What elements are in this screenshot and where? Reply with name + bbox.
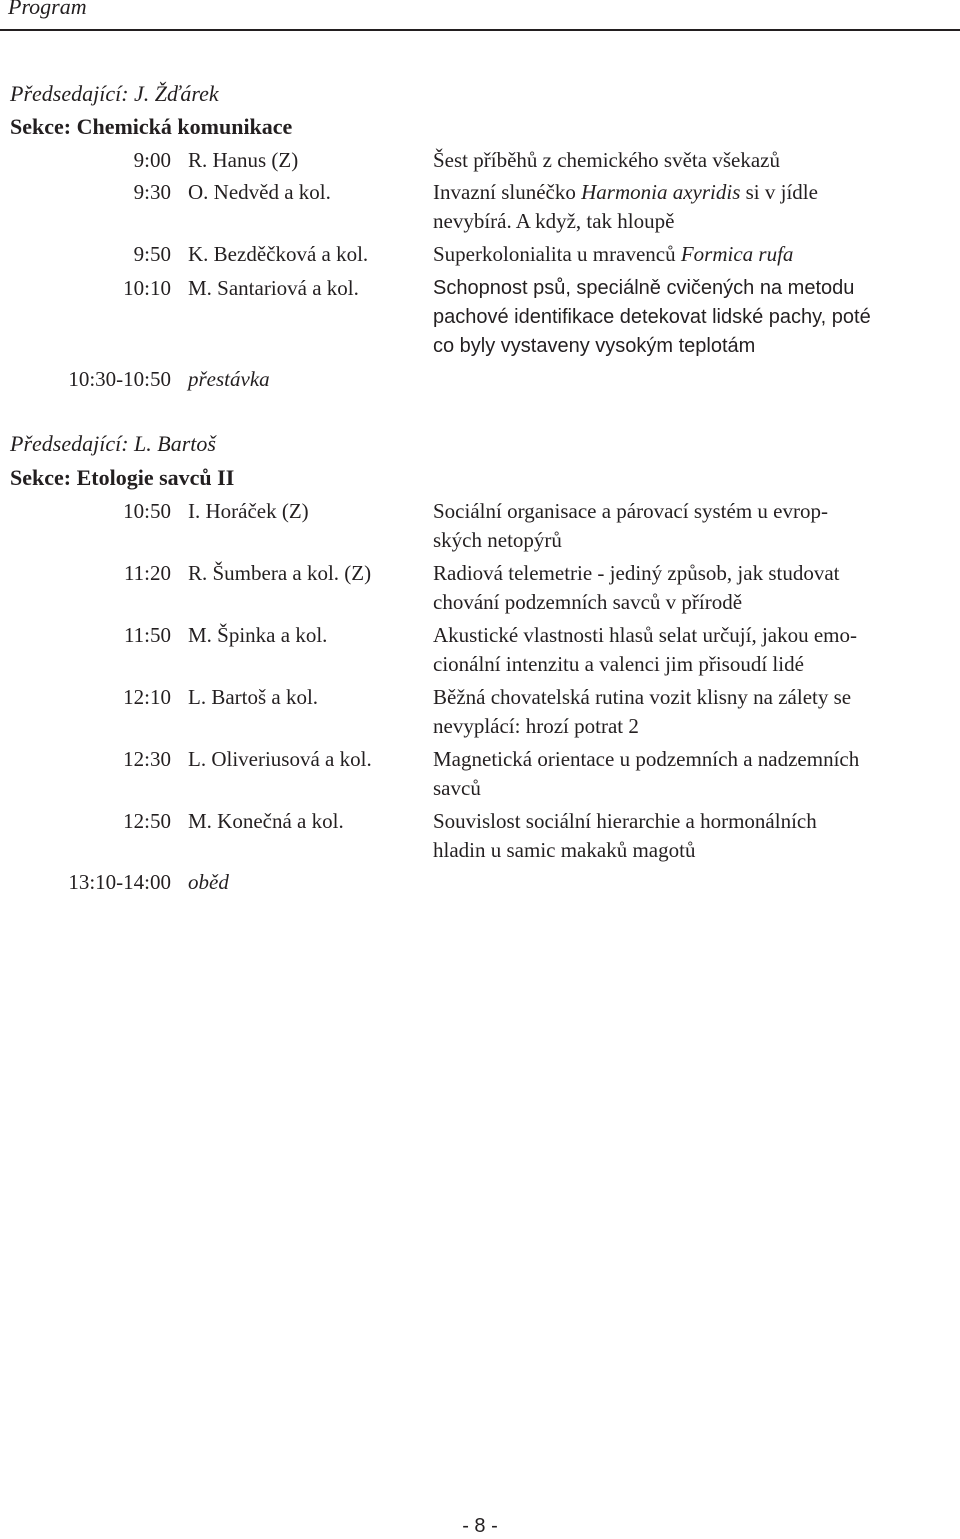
talk-title-line: cionální intenzitu a valenci jim přisoudí lidé — [433, 652, 804, 676]
talk-author: M. Santariová a kol. — [188, 276, 359, 300]
talk-title-line: chování podzemních savců v přírodě — [433, 590, 743, 614]
talk-author: L. Oliveriusová a kol. — [188, 747, 372, 771]
header-title: Program — [8, 0, 87, 19]
talk-title-line: pachové identifikace detekovat lidské pachy, poté — [433, 306, 871, 328]
talk-time: 9:30 — [133, 180, 171, 204]
talk-time: 10:10 — [123, 276, 171, 300]
talk-author: L. Bartoš a kol. — [188, 685, 319, 709]
talk-title-line: Radiová telemetrie - jediný způsob, jak studovat — [433, 561, 840, 585]
section-title-1: Sekce: Chemická komunikace — [10, 114, 293, 139]
talk-title — [433, 807, 933, 865]
talk-title-line: Souvislost sociální hierarchie a hormonálních — [433, 809, 817, 833]
talk-title-line: co byly vystaveny vysokým teplotám — [433, 335, 756, 357]
talk-author: M. Konečná a kol. — [188, 809, 344, 833]
talk-title-line: hladin u samic makaků magotů — [433, 838, 696, 862]
species-name: Harmonia axyridis — [581, 180, 741, 204]
talk-title-line — [433, 240, 933, 269]
talk-title-line: nevyplácí: hrozí potrat 2 — [433, 714, 639, 738]
talk-author: K. Bezděčková a kol. — [188, 242, 369, 266]
page-header — [0, 0, 960, 31]
talk-time: 10:50 — [123, 499, 171, 523]
talk-title-line — [433, 178, 933, 207]
talk-time: 12:10 — [123, 685, 171, 709]
talk-title-line: savců — [433, 776, 481, 800]
talk-author: I. Horáček (Z) — [188, 499, 309, 523]
talk-time: 9:00 — [133, 148, 171, 172]
talk-title — [433, 621, 933, 679]
break-label: oběd — [188, 870, 229, 894]
talk-title-line: Šest příběhů z chemického světa všekazů — [433, 148, 780, 172]
session-chair-1: Předsedající: J. Žďárek — [10, 81, 219, 106]
talk-author: R. Šumbera a kol. (Z) — [188, 561, 372, 585]
talk-title — [433, 146, 933, 175]
talk-time: 12:30 — [123, 747, 171, 771]
talk-title-text: Superkolonialita u mravenců — [433, 242, 681, 266]
species-name: Formica rufa — [680, 242, 794, 266]
talk-title — [433, 745, 933, 803]
talk-title-line: nevybírá. A když, tak hloupě — [433, 209, 675, 233]
talk-time: 11:20 — [123, 561, 171, 585]
session-chair-2: Předsedající: L. Bartoš — [10, 431, 216, 456]
break-time: 13:10-14:00 — [68, 870, 171, 894]
break-label: přestávka — [188, 367, 270, 391]
talk-author: R. Hanus (Z) — [188, 148, 299, 172]
talk-title — [433, 274, 933, 361]
talk-title — [433, 683, 933, 741]
talk-title — [433, 559, 933, 617]
talk-title-text: Invazní slunéčko — [433, 180, 582, 204]
talk-time: 9:50 — [133, 242, 171, 266]
talk-author: M. Špinka a kol. — [188, 623, 328, 647]
break-time: 10:30-10:50 — [68, 367, 171, 391]
talk-title-line: ských netopýrů — [433, 528, 562, 552]
talk-author: O. Nedvěd a kol. — [188, 180, 331, 204]
talk-title — [433, 240, 933, 269]
talk-title-line: Akustické vlastnosti hlasů selat určují, jakou emo- — [433, 623, 857, 647]
talk-time: 12:50 — [123, 809, 171, 833]
talk-title-line: Magnetická orientace u podzemních a nadzemních — [433, 747, 860, 771]
talk-title — [433, 178, 933, 236]
talk-title-line: Schopnost psů, speciálně cvičených na metodu — [433, 277, 855, 299]
talk-time: 11:50 — [123, 623, 171, 647]
talk-title — [433, 497, 933, 555]
section-title-2: Sekce: Etologie savců II — [10, 465, 235, 490]
talk-title-text: si v jídle — [740, 180, 818, 204]
talk-title-line: Sociální organisace a párovací systém u evrop- — [433, 499, 828, 523]
page-number: - 8 - — [462, 1515, 498, 1537]
talk-title-line: Běžná chovatelská rutina vozit klisny na zálety se — [433, 685, 852, 709]
